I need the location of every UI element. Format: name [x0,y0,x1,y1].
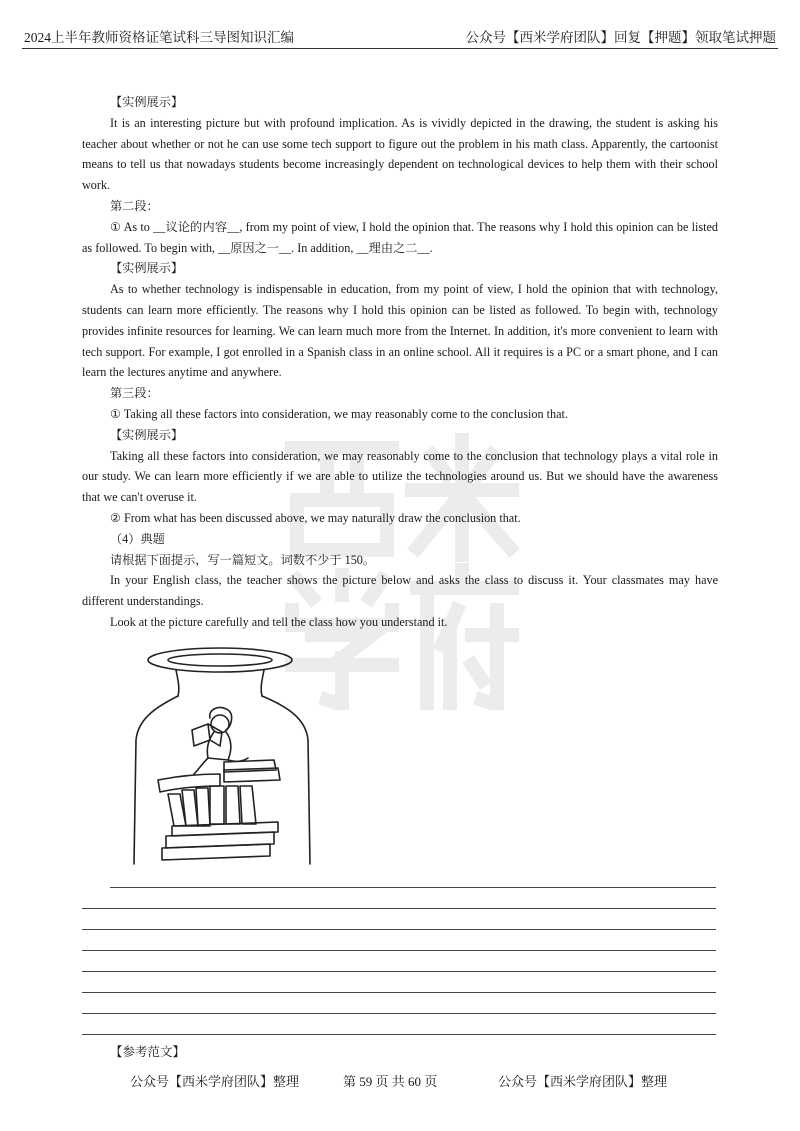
header-left-title: 2024上半年教师资格证笔试科三导图知识汇编 [24,30,294,45]
section-title-typical-question: （4）典题 [110,531,165,546]
writing-line [82,1034,716,1035]
template-paragraph-3-1: ① Taking all these factors into consideration, we may reasonably come to the conclusion that. [110,406,568,421]
footer-left: 公众号【西米学府团队】整理 [130,1074,300,1089]
writing-line [82,1013,716,1014]
example-label: 【实例展示】 [110,261,184,276]
template-paragraph-2: ① As to __议论的内容__, from my point of view, I hold the opinion that. The reasons why I hold this opinion can be listed as followed. To begin with, __原因之一__. In addition, __理由之二__. [82,219,718,255]
writing-line [82,950,716,951]
bottle-illustration [128,640,316,866]
section-label-paragraph-2: 第二段： [110,198,159,213]
example-label: 【实例展示】 [110,95,184,109]
example-paragraph-2: As to whether technology is indispensable in education, from my point of view, I hold the opinion that with technology, students can learn more efficiently. The reasons why I hold this opinion can be listed as followed. To begin with, technology provides infinite resources for learning. We can learn much more from the Internet. In addition, it's more convenient to learn with tech support. For example, I got enrolled in a Spanish class in an online school. All it requires is a PC or a smart phone, and I can learn the lectures anytime and anywhere. [82,282,718,380]
header-right-promo: 公众号【西米学府团队】回复【押题】领取笔试押题 [465,30,776,45]
writing-line [82,971,716,972]
example-paragraph-3: Taking all these factors into consideration, we may reasonably come to the conclusion that technology plays a vital role in our study. We can learn more efficiently if we are able to utilize the technologies around us. But we should have the awareness that we can't overuse it. [82,448,718,505]
template-paragraph-3-2: ② From what has been discussed above, we may naturally draw the conclusion that. [110,510,521,525]
article-body [82,92,718,633]
reference-essay-label: 【参考范文】 [110,1045,186,1059]
section-label-paragraph-3: 第三段： [110,386,159,401]
writing-line [82,929,716,930]
footer-page-number: 第 59 页 共 60 页 [343,1074,438,1089]
page-header [22,22,778,49]
example-label: 【实例展示】 [110,427,184,442]
example-paragraph-1: It is an interesting picture but with profound implication. As is vividly depicted in the drawing, the student is asking his teacher about whether or not he can use some tech support to figure out the problem in his math class. Apparently, the cartoonist means to tell us that nowadays students become increasingly dependent on technological devices to help them with their school work. [82,115,718,193]
task-instruction-cn: 请根据下面提示，写一篇短文。词数不少于 150。 [110,552,376,567]
page-footer [0,1071,800,1091]
writing-line [82,992,716,993]
writing-line [110,887,716,888]
writing-line [82,908,716,909]
footer-right: 公众号【西米学府团队】整理 [498,1074,668,1089]
task-instruction-en-2: Look at the picture carefully and tell the class how you understand it. [110,614,448,629]
task-instruction-en-1: In your English class, the teacher shows the picture below and asks the class to discuss it. Your classmates may have different understandings. [82,573,718,609]
